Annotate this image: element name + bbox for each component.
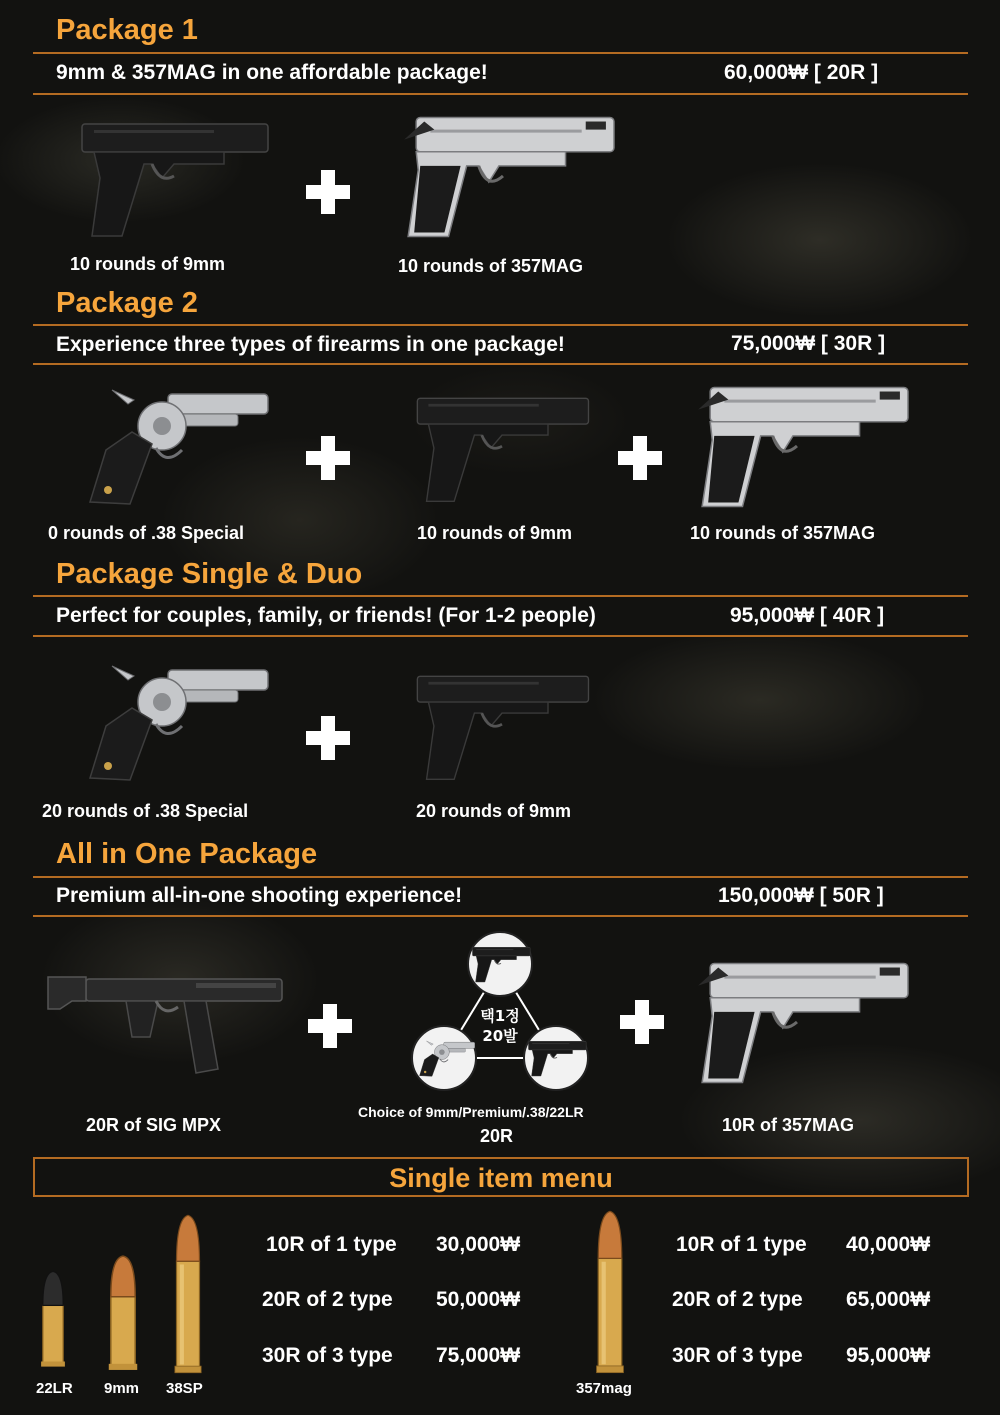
menu-right-row-1-price: 40,000₩	[846, 1233, 931, 1256]
package-4-caption-choice: Choice of 9mm/Premium/.38/22LR	[358, 1104, 584, 1120]
single-item-menu-title: Single item menu	[389, 1163, 613, 1193]
glock-pistol-icon	[410, 664, 594, 788]
package-3-tagline: Perfect for couples, family, or friends! (For 1-2 people)	[56, 604, 596, 627]
glock-pistol-icon	[410, 386, 594, 510]
package-4-bottom-rule	[33, 915, 968, 917]
revolver-icon	[72, 380, 272, 510]
menu-left-row-3-label: 30R of 3 type	[262, 1344, 393, 1367]
plus-icon	[618, 436, 662, 480]
plus-icon	[306, 170, 350, 214]
package-4-caption-choice-rounds: 20R	[480, 1126, 514, 1146]
menu-right-row-2-label: 20R of 2 type	[672, 1288, 803, 1311]
package-3-caption-38special: 20 rounds of .38 Special	[42, 801, 249, 821]
glock-pistol-icon	[74, 116, 274, 240]
menu-right-row-3-label: 30R of 3 type	[672, 1344, 803, 1367]
revolver-icon	[414, 1027, 476, 1089]
package-2-caption-9mm: 10 rounds of 9mm	[417, 523, 573, 543]
menu-right-row-2-price: 65,000₩	[846, 1288, 931, 1311]
single-item-menu-header	[33, 1157, 969, 1197]
package-1-bottom-rule	[33, 93, 968, 95]
menu-left-row-1-label: 10R of 1 type	[266, 1233, 397, 1256]
package-3-caption-9mm: 20 rounds of 9mm	[416, 801, 572, 821]
menu-right-row-1-label: 10R of 1 type	[676, 1233, 807, 1256]
menu-left-row-2-label: 20R of 2 type	[262, 1288, 393, 1311]
sig-mpx-icon	[46, 968, 286, 1080]
bullet-label-357mag: 357mag	[576, 1380, 632, 1397]
package-4-caption-mpx: 20R of SIG MPX	[86, 1115, 222, 1135]
package-2-price: 75,000₩ [ 30R ]	[731, 332, 886, 355]
glock-pistol-icon	[470, 933, 532, 995]
choice-korean-line-2: 20발	[482, 1027, 518, 1045]
package-4-title: All in One Package	[56, 838, 318, 870]
choice-korean-line-1: 택1정	[480, 1007, 520, 1025]
package-2-bottom-rule	[33, 363, 968, 365]
package-1-top-rule	[33, 52, 968, 54]
package-1-caption-9mm: 10 rounds of 9mm	[70, 254, 226, 274]
choice-circle-38	[411, 1025, 477, 1091]
package-3-top-rule	[33, 595, 968, 597]
menu-left-row-2-price: 50,000₩	[436, 1288, 521, 1311]
choice-circle-9mm	[467, 931, 533, 997]
package-4-top-rule	[33, 876, 968, 878]
bullet-label-22lr: 22LR	[36, 1380, 73, 1397]
bullet-icon	[584, 1208, 636, 1376]
package-2-caption-38special: 0 rounds of .38 Special	[48, 523, 245, 543]
plus-icon	[620, 1000, 664, 1044]
package-1-price: 60,000₩ [ 20R ]	[724, 61, 879, 84]
package-2-tagline: Experience three types of firearms in one package!	[56, 333, 565, 356]
menu-left-row-1-price: 30,000₩	[436, 1233, 521, 1256]
package-4-caption-357mag: 10R of 357MAG	[722, 1115, 855, 1135]
package-2-top-rule	[33, 324, 968, 326]
choice-circle-22lr	[523, 1025, 589, 1091]
menu-right-row-3-price: 95,000₩	[846, 1344, 931, 1367]
desert-eagle-icon	[394, 108, 616, 242]
bullet-label-38sp: 38SP	[166, 1380, 203, 1397]
desert-eagle-icon	[688, 954, 910, 1088]
plus-icon	[306, 436, 350, 480]
glock-pistol-icon	[526, 1027, 588, 1089]
bullet-icon	[100, 1252, 146, 1374]
choice-korean-label	[472, 1006, 528, 1046]
menu-left-row-3-price: 75,000₩	[436, 1344, 521, 1367]
bullet-label-9mm: 9mm	[104, 1380, 140, 1397]
package-3-bottom-rule	[33, 635, 968, 637]
package-4-price: 150,000₩ [ 50R ]	[718, 884, 884, 907]
plus-icon	[306, 716, 350, 760]
plus-icon	[308, 1004, 352, 1048]
package-1-caption-357mag: 10 rounds of 357MAG	[398, 256, 584, 276]
package-2-title: Package 2	[56, 287, 198, 319]
revolver-icon	[72, 656, 272, 786]
package-2-caption-357mag: 10 rounds of 357MAG	[690, 523, 876, 543]
package-3-title: Package Single & Duo	[56, 558, 363, 590]
package-3-price: 95,000₩ [ 40R ]	[730, 604, 885, 627]
desert-eagle-icon	[688, 378, 910, 512]
bullet-icon	[164, 1212, 212, 1376]
package-1-tagline: 9mm & 357MAG in one affordable package!	[56, 61, 488, 84]
package-4-tagline: Premium all-in-one shooting experience!	[56, 884, 463, 907]
bullet-icon	[36, 1266, 70, 1372]
package-1-title: Package 1	[56, 14, 198, 46]
